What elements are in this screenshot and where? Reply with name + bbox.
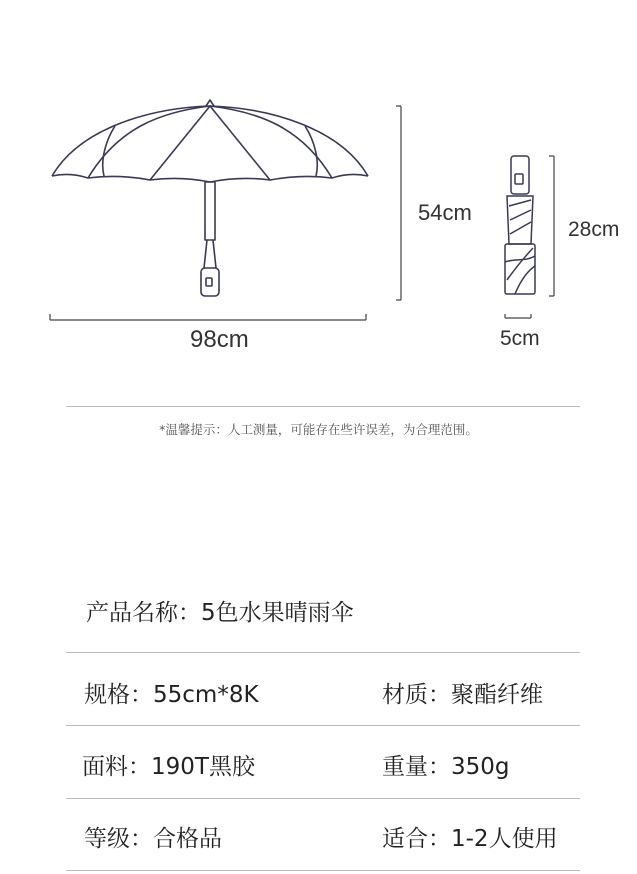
umbrella-edge <box>52 174 368 182</box>
product-name <box>86 594 354 627</box>
spec-value: 190T黑胶 <box>151 754 255 780</box>
spec-suitable <box>382 820 558 853</box>
dimension-open-width: 98cm <box>190 326 249 353</box>
spec-label: 等级： <box>84 826 153 852</box>
spec-value: 1-2人使用 <box>451 826 558 852</box>
dimension-folded-width: 5cm <box>500 327 540 350</box>
product-name-value: 5色水果晴雨伞 <box>201 600 354 626</box>
umbrella-diagram <box>0 0 637 370</box>
folded-umbrella <box>505 156 535 294</box>
umbrella-handle <box>201 268 219 296</box>
spec-size <box>84 676 259 709</box>
spec-value: 55cm*8K <box>153 682 259 708</box>
spec-fabric <box>82 748 255 781</box>
measurement-note: *温馨提示：人工测量，可能存在些许误差，为合理范围。 <box>159 422 478 437</box>
divider <box>66 406 580 407</box>
spec-grade <box>84 820 222 853</box>
spec-label: 材质： <box>382 682 451 708</box>
spec-label: 适合： <box>382 826 451 852</box>
spec-weight <box>382 748 510 781</box>
spec-value: 合格品 <box>153 826 222 852</box>
divider <box>66 652 580 653</box>
umbrella-shaft <box>205 182 215 240</box>
spec-material <box>382 676 543 709</box>
spec-value: 350g <box>451 754 510 780</box>
divider <box>66 725 580 726</box>
spec-label: 重量： <box>382 754 451 780</box>
spec-label: 面料： <box>82 754 151 780</box>
spec-value: 聚酯纤维 <box>451 682 543 708</box>
divider <box>66 798 580 799</box>
product-name-label: 产品名称： <box>86 600 201 626</box>
divider <box>66 870 580 871</box>
spec-label: 规格： <box>84 682 153 708</box>
dimension-folded-height: 28cm <box>568 218 620 241</box>
dimension-open-height: 54cm <box>418 200 472 225</box>
umbrella-canopy <box>52 106 368 176</box>
